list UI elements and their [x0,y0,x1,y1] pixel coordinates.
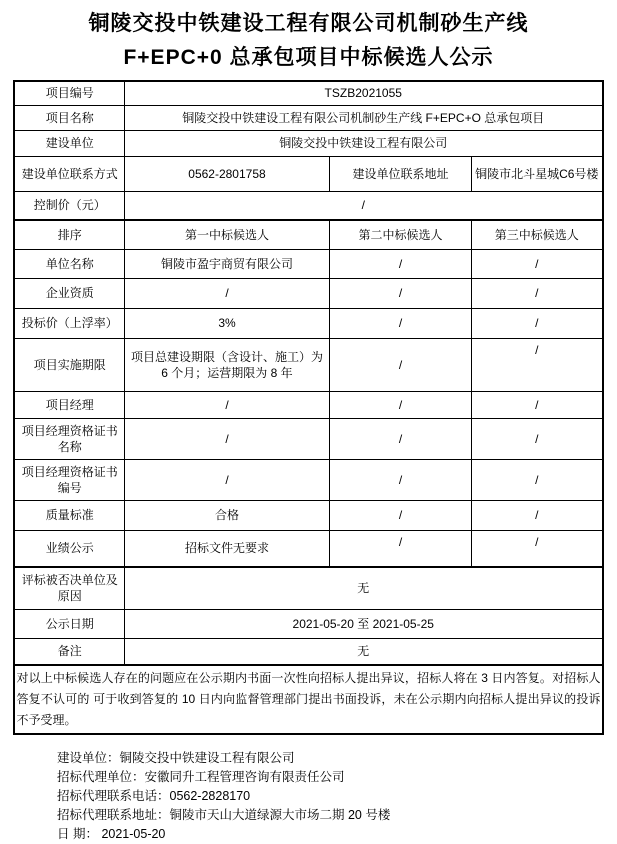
row-header-cell: 项目经理资格证书名称 [14,418,124,459]
row-header-cell: 项目名称 [14,105,124,130]
table-row [14,665,602,734]
table-cell: / [471,391,602,418]
table-row [14,156,602,191]
table-row [14,130,602,156]
table-cell: / [329,278,471,308]
row-header-cell: 项目编号 [14,81,124,105]
notice-paragraph: 对以上中标候选人存在的问题应在公示期内书面一次性向招标人提出异议，招标人将在 3 日内答复。对招标人答复不认可的 可于收到答复的 10 日内向监督管理部门提出书面投诉，未在公示期内向招标人提出异议的投诉不予受理。 [14,665,602,734]
table-row [14,308,602,338]
table-cell: / [329,249,471,278]
table-row [14,249,602,278]
table-cell: / [329,308,471,338]
table-row [14,105,602,130]
table-cell: / [329,391,471,418]
table-row [14,338,602,391]
table-row [14,81,602,105]
table-cell: / [471,278,602,308]
table-row [14,459,602,500]
table-row [14,418,602,459]
table-cell: 项目总建设期限（含设计、施工）为 6 个月；运营期限为 8 年 [124,338,329,391]
row-header-cell: 企业资质 [14,278,124,308]
table-cell: / [329,459,471,500]
footer-line: 招标代理联系地址：铜陵市天山大道绿源大市场二期 20 号楼 [57,808,391,822]
footer-line: 日 期： 2021-05-20 [57,827,166,841]
table-cell: / [471,500,602,530]
table-cell: 0562-2801758 [124,156,329,191]
table-row [14,567,602,609]
row-header-cell: 项目实施期限 [14,338,124,391]
row-header-cell: 业绩公示 [14,530,124,567]
row-header-cell: 项目经理 [14,391,124,418]
table-cell: 无 [124,567,602,609]
table-cell: 无 [124,638,602,665]
table-cell: / [471,459,602,500]
table-cell: / [329,500,471,530]
table-cell: 铜陵交投中铁建设工程有限公司机制砂生产线 F+EPC+O 总承包项目 [124,105,602,130]
table-row [14,391,602,418]
table-cell: 建设单位联系地址 [329,156,471,191]
page-title-line-1: 铜陵交投中铁建设工程有限公司机制砂生产线 [88,12,529,35]
table-cell: / [471,249,602,278]
row-header-cell: 投标价（上浮率） [14,308,124,338]
footer-line: 招标代理单位：安徽同升工程管理咨询有限责任公司 [57,770,345,784]
table-cell: 铜陵交投中铁建设工程有限公司 [124,130,602,156]
table-row [14,191,602,220]
page-title [0,7,617,75]
table-row [14,609,602,638]
table-cell: / [329,338,471,391]
row-header-cell: 公示日期 [14,609,124,638]
table-cell: 2021-05-20 至 2021-05-25 [124,609,602,638]
table-cell: / [124,191,602,220]
table-cell: 铜陵市北斗星城C6号楼 [471,156,602,191]
table-cell: / [124,391,329,418]
table-cell: 第二中标候选人 [329,220,471,249]
row-header-cell: 备注 [14,638,124,665]
table-cell: / [124,418,329,459]
table-cell: / [471,418,602,459]
table-cell: / [124,459,329,500]
footer-line: 招标代理联系电话：0562-2828170 [57,789,251,803]
table-cell: 招标文件无要求 [124,530,329,567]
page-title-line-2: F+EPC+0 总承包项目中标候选人公示 [123,46,494,69]
row-header-cell: 控制价（元） [14,191,124,220]
announcement-table [13,80,603,735]
table-cell: 3% [124,308,329,338]
table-cell: TSZB2021055 [124,81,602,105]
table-cell: 铜陵市盈宇商贸有限公司 [124,249,329,278]
row-header-cell: 建设单位 [14,130,124,156]
row-header-cell: 排序 [14,220,124,249]
table-cell: / [471,338,602,391]
row-header-cell: 质量标准 [14,500,124,530]
table-cell: / [329,418,471,459]
row-header-cell: 建设单位联系方式 [14,156,124,191]
footer-block [57,749,617,844]
table-cell: / [329,530,471,567]
table-row [14,278,602,308]
table-cell: / [471,308,602,338]
table-cell: 第三中标候选人 [471,220,602,249]
row-header-cell: 单位名称 [14,249,124,278]
announcement-table-body [14,81,602,734]
table-row [14,500,602,530]
table-cell: / [471,530,602,567]
table-cell: 合格 [124,500,329,530]
row-header-cell: 评标被否决单位及原因 [14,567,124,609]
table-cell: 第一中标候选人 [124,220,329,249]
table-row [14,220,602,249]
row-header-cell: 项目经理资格证书编号 [14,459,124,500]
table-row [14,530,602,567]
table-cell: / [124,278,329,308]
table-row [14,638,602,665]
footer-line: 建设单位：铜陵交投中铁建设工程有限公司 [57,751,295,765]
